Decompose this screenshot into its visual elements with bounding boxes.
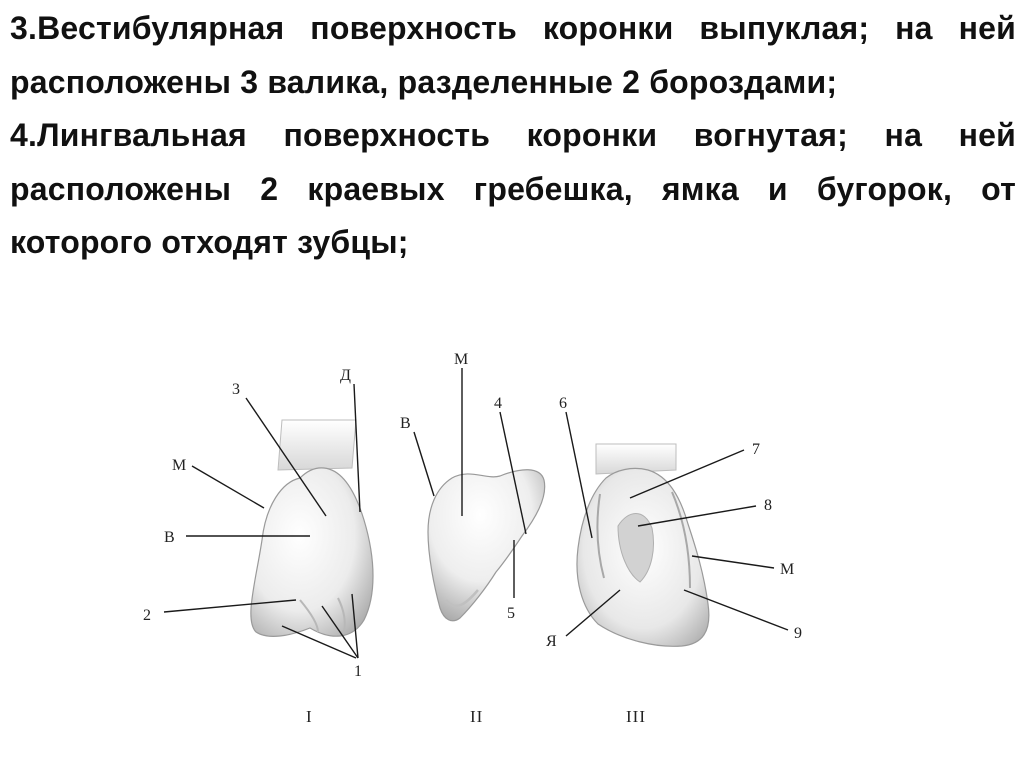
view-2-tooth (428, 470, 545, 621)
view-2-label-m: М (454, 351, 469, 368)
view-2-numeral: II (470, 707, 484, 726)
view-3-tooth (577, 444, 709, 646)
view-2-label-4: 4 (494, 395, 502, 412)
view-2-label-5: 5 (507, 605, 515, 622)
view-1-numeral: I (306, 707, 313, 726)
view-1-label-v: В (164, 529, 175, 546)
view-1-label-3: 3 (232, 381, 240, 398)
view-1-label-2: 2 (143, 607, 151, 624)
view-3-label-m: М (780, 561, 795, 578)
view-1-label-m: М (172, 457, 187, 474)
view-3-label-ya: Я (546, 633, 557, 650)
view-3-label-7: 7 (752, 441, 760, 458)
view-1-label-1: 1 (354, 663, 362, 680)
view-1-label-d: Д (340, 367, 351, 384)
view-1-tooth (251, 420, 373, 636)
view-3-numeral: III (626, 707, 646, 726)
view-3-label-8: 8 (764, 497, 772, 514)
view-2-label-v: В (400, 415, 411, 432)
paragraph-vestibular: 3.Вестибулярная поверхность коронки выпуклая; на ней расположены 3 валика, разделенные 2 бороздами; (10, 10, 1016, 100)
view-3-label-6: 6 (559, 395, 567, 412)
view-3-label-9: 9 (794, 625, 802, 642)
view-1-crown (251, 468, 373, 636)
paragraph-lingual: 4.Лингвальная поверхность коронки вогнутая; на ней расположены 2 краевых гребешка, ямка и бугорок, от которого отходят зубцы; (10, 117, 1016, 260)
view-2-crown (428, 470, 545, 621)
